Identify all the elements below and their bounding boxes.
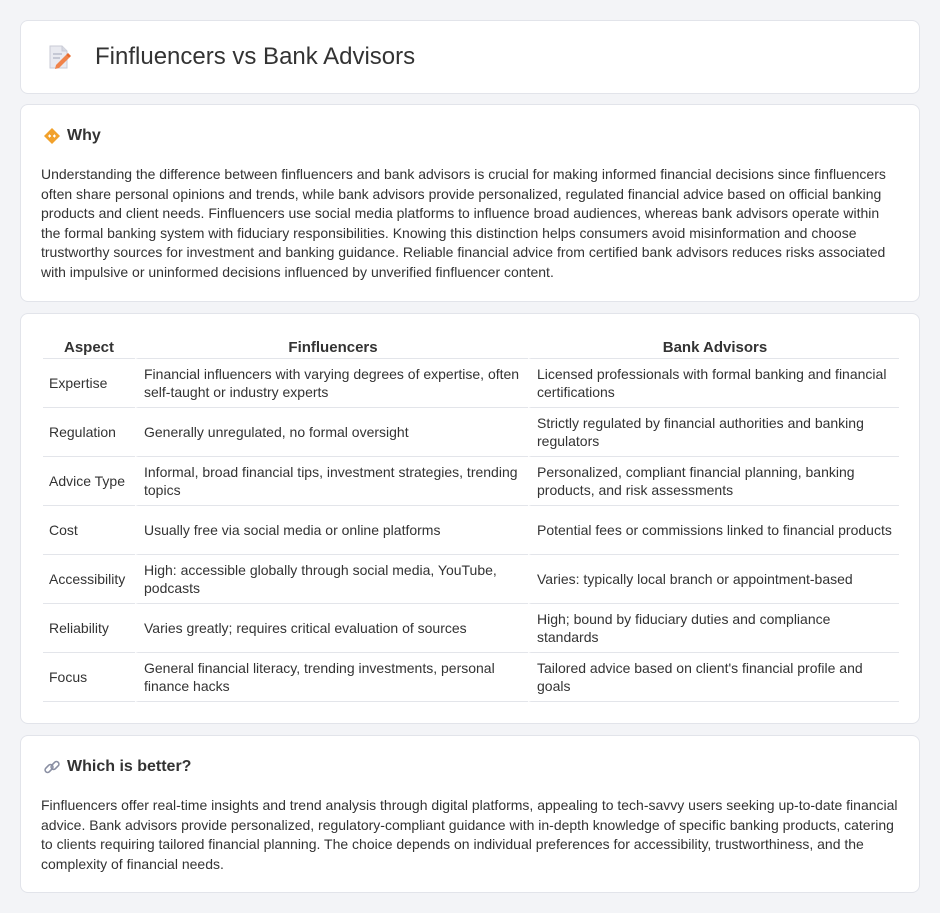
better-body: Finfluencers offer real-time insights and trend analysis through digital platforms, appealing to tech-savvy users seeking up-to-date financial advice. Bank advisors provide personalized, regulatory-compliant guidance with in-depth knowledge of specific banking products, catering to clients requiring tailored financial planning. The choice depends on individual preferences for accessibility, trustworthiness, and the complexity of financial needs. <box>41 797 898 872</box>
cell-finfluencers: Informal, broad financial tips, investment strategies, trending topics <box>135 457 528 506</box>
why-heading <box>43 127 101 145</box>
better-heading <box>43 758 191 776</box>
cell-aspect: Focus <box>43 653 135 702</box>
cell-bank-advisors: Licensed professionals with formal banking and financial certifications <box>528 359 899 408</box>
cell-finfluencers: General financial literacy, trending investments, personal finance hacks <box>135 653 528 702</box>
why-title: Why <box>67 127 101 144</box>
cell-bank-advisors: Strictly regulated by financial authorities and banking regulators <box>528 408 899 457</box>
cell-bank-advisors: Tailored advice based on client's financial profile and goals <box>528 653 899 702</box>
cell-finfluencers: Financial influencers with varying degrees of expertise, often self-taught or industry experts <box>135 359 528 408</box>
better-title: Which is better? <box>67 758 192 775</box>
cell-aspect: Reliability <box>43 604 135 653</box>
cell-bank-advisors: Potential fees or commissions linked to financial products <box>528 506 899 555</box>
comparison-table-card <box>20 313 920 724</box>
table-row <box>43 408 899 457</box>
header-bank-advisors: Bank Advisors <box>528 336 899 359</box>
table-row <box>43 457 899 506</box>
table-row <box>43 604 899 653</box>
table-row <box>43 555 899 604</box>
cell-aspect: Cost <box>43 506 135 555</box>
comparison-table <box>43 336 899 702</box>
diamond-arrows-icon <box>43 127 61 145</box>
cell-finfluencers: High: accessible globally through social media, YouTube, podcasts <box>135 555 528 604</box>
why-card <box>20 104 920 302</box>
table-header-row <box>43 336 899 359</box>
why-body: Understanding the difference between finfluencers and bank advisors is crucial for making informed financial decisions since finfluencers often share personal opinions and trends, while bank advisors provide personalized, regulated financial advice based on official banking products and client needs. Finfluencers use social media platforms to influence broad audiences, whereas bank advisors operate within the formal banking system with fiduciary responsibilities. Knowing this distinction helps consumers avoid misinformation and choose trustworthy sources for investment and banking guidance. Reliable financial advice from certified bank advisors reduces risks associated with impulsive or uninformed decisions influenced by unverified finfluencer content. <box>41 166 886 280</box>
cell-aspect: Regulation <box>43 408 135 457</box>
cell-finfluencers: Varies greatly; requires critical evaluation of sources <box>135 604 528 653</box>
header-aspect: Aspect <box>43 336 135 359</box>
table-row <box>43 359 899 408</box>
cell-bank-advisors: Personalized, compliant financial planning, banking products, and risk assessments <box>528 457 899 506</box>
header-finfluencers: Finfluencers <box>135 336 528 359</box>
cell-bank-advisors: Varies: typically local branch or appointment-based <box>528 555 899 604</box>
cell-finfluencers: Usually free via social media or online platforms <box>135 506 528 555</box>
cell-aspect: Advice Type <box>43 457 135 506</box>
table-row <box>43 653 899 702</box>
cell-aspect: Accessibility <box>43 555 135 604</box>
link-icon <box>43 758 61 776</box>
cell-bank-advisors: High; bound by fiduciary duties and compliance standards <box>528 604 899 653</box>
cell-aspect: Expertise <box>43 359 135 408</box>
cell-finfluencers: Generally unregulated, no formal oversight <box>135 408 528 457</box>
header-card <box>20 20 920 94</box>
page-title: Finfluencers vs Bank Advisors <box>95 43 416 70</box>
document-pencil-icon <box>45 43 73 71</box>
which-is-better-card <box>20 735 920 893</box>
table-row <box>43 506 899 555</box>
